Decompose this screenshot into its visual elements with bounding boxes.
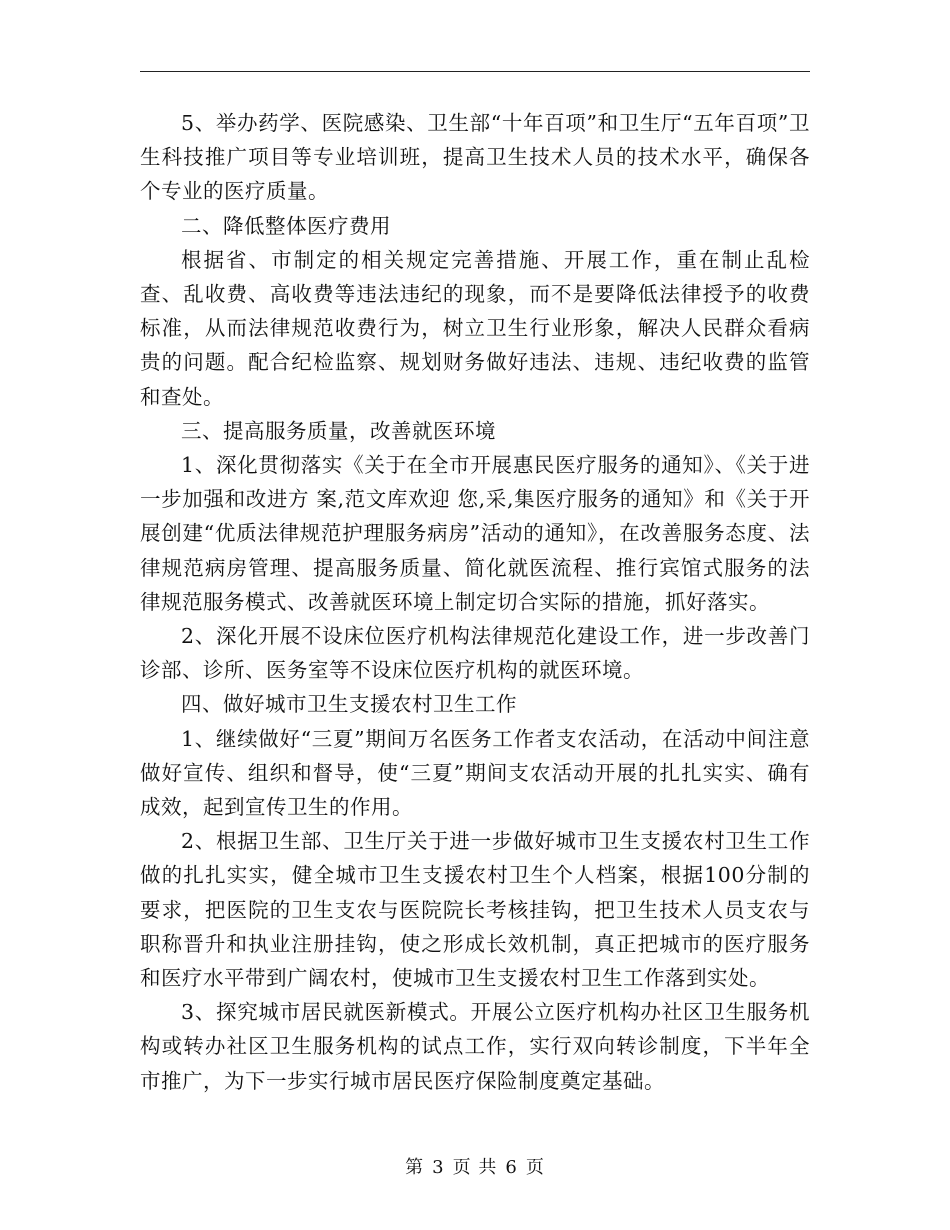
paragraph-service-item2: 2、深化开展不设床位医疗机构法律规范化建设工作，进一步改善门诊部、诊所、医务室等不设床位医疗机构的就医环境。 [140, 624, 810, 683]
paragraph-fee-regulation: 根据省、市制定的相关规定完善措施、开展工作，重在制止乱检查、乱收费、高收费等违法违纪的现象，而不是要降低法律授予的收费标准，从而法律规范收费行为，树立卫生行业形象，解决人民群众看病贵的问题。配合纪检监察、规划财务做好违法、违规、违纪收费的监管和查处。 [140, 247, 810, 409]
footer-prefix: 第 [405, 1157, 425, 1178]
page-footer [0, 1153, 950, 1179]
header-rule [140, 71, 810, 72]
paragraph-rural-item2: 2、根据卫生部、卫生厅关于进一步做好城市卫生支援农村卫生工作做的扎扎实实，健全城市卫生支援农村卫生个人档案，根据100分制的要求，把医院的卫生支农与医院院长考核挂钩，把卫生技术人员支农与职称晋升和执业注册挂钩，使之形成长效机制，真正把城市的医疗服务和医疗水平带到广阔农村，使城市卫生支援农村卫生工作落到实处。 [140, 829, 810, 991]
paragraph-service-item1: 1、深化贯彻落实《关于在全市开展惠民医疗服务的通知》、《关于进一步加强和改进方 案,范文库欢迎 您,采,集医疗服务的通知》和《关于开展创建“优质法律规范护理服务病房”活动的通知》，在改善服务态度、法律规范病房管理、提高服务质量、简化就医流程、推行宾馆式服务的法律规范服务模式、改善就医环境上制定切合实际的措施，抓好落实。 [140, 453, 810, 614]
heading-rural-support: 四、做好城市卫生支援农村卫生工作 [181, 692, 517, 717]
paragraph-rural-item1: 1、继续做好“三夏”期间万名医务工作者支农活动，在活动中间注意做好宣传、组织和督导，使“三夏”期间支农活动开展的扎扎实实、确有成效，起到宣传卫生的作用。 [140, 726, 810, 820]
document-body [140, 106, 810, 1098]
heading-service-quality: 三、提高服务质量，改善就医环境 [181, 418, 496, 443]
footer-total-pages: 6 [505, 1157, 518, 1178]
footer-middle: 页 共 [452, 1157, 498, 1178]
paragraph-item5-training: 5、举办药学、医院感染、卫生部“十年百项”和卫生厅“五年百项”卫生科技推广项目等专业培训班，提高卫生技术人员的技术水平，确保各个专业的医疗质量。 [140, 111, 810, 204]
footer-suffix: 页 [525, 1157, 545, 1178]
heading-reduce-costs: 二、降低整体医疗费用 [181, 213, 391, 238]
footer-current-page: 3 [432, 1157, 445, 1178]
paragraph-rural-item3: 3、探究城市居民就医新模式。开展公立医疗机构办社区卫生服务机构或转办社区卫生服务机构的试点工作，实行双向转诊制度，下半年全市推广，为下一步实行城市居民医疗保险制度奠定基础。 [140, 1000, 810, 1093]
